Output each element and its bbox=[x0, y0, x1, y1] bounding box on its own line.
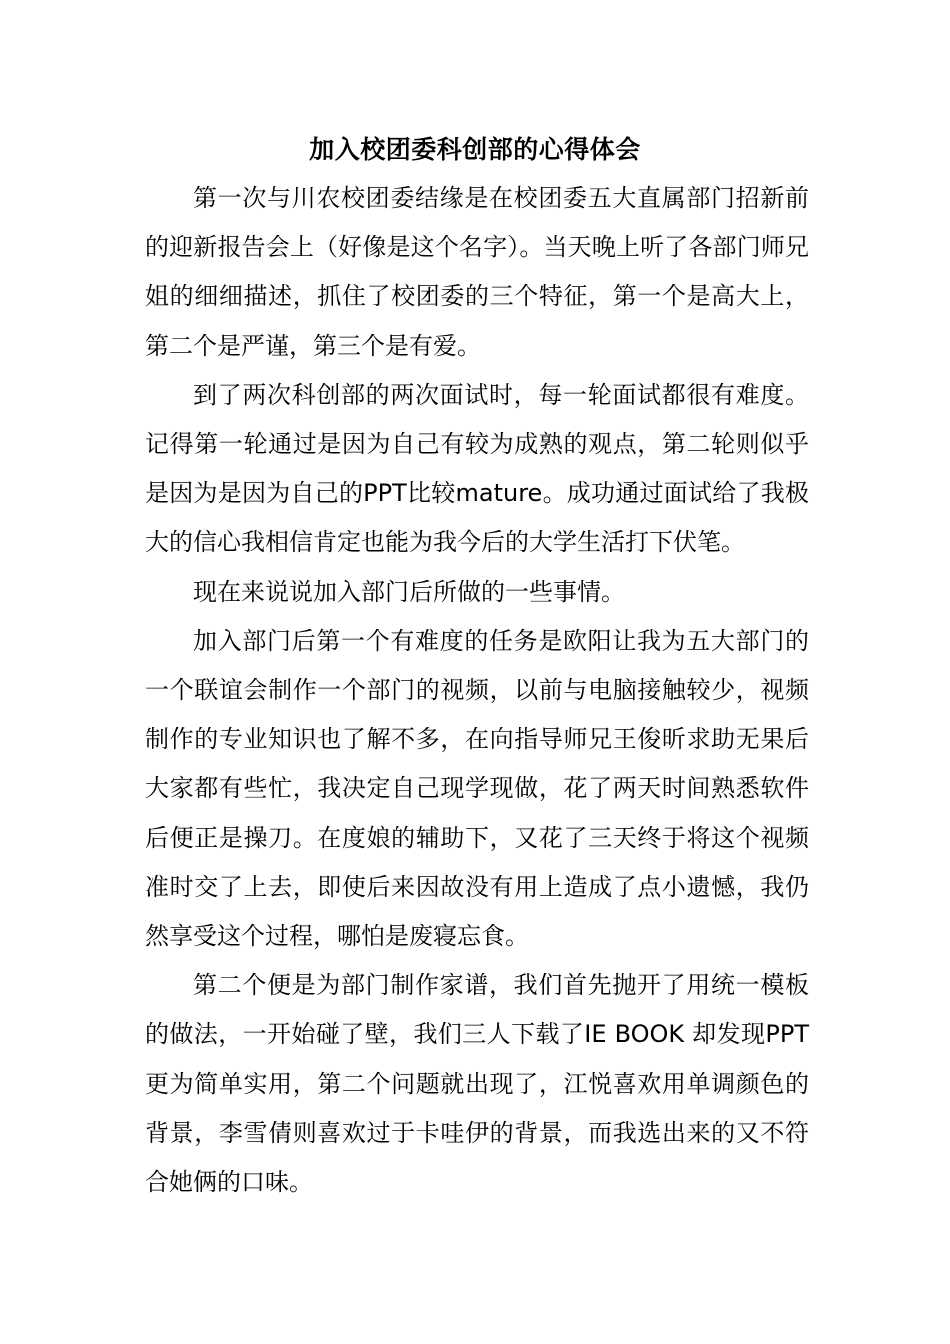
paragraph-1: 第一次与川农校团委结缘是在校团委五大直属部门招新前的迎新报告会上（好像是这个名字）。当天晚上听了各部门师兄姐的细细描述，抓住了校团委的三个特征，第一个是高大上，第二个是严谨，第三个是有爱。 bbox=[145, 184, 809, 360]
paragraph-3: 现在来说说加入部门后所做的一些事情。 bbox=[193, 577, 625, 606]
document-body bbox=[145, 174, 809, 1207]
document-title: 加入校团委科创部的心得体会 bbox=[309, 135, 641, 164]
paragraph-4: 加入部门后第一个有难度的任务是欧阳让我为五大部门的一个联谊会制作一个部门的视频，以前与电脑接触较少，视频制作的专业知识也了解不多，在向指导师兄王俊昕求助无果后大家都有些忙，我决定自己现学现做，花了两天时间熟悉软件后便正是操刀。在度娘的辅助下，又花了三天终于将这个视频准时交了上去，即使后来因故没有用上造成了点小遗憾，我仍然享受这个过程，哪怕是废寝忘食。 bbox=[145, 626, 809, 951]
paragraph-5: 第二个便是为部门制作家谱，我们首先抛开了用统一模板的做法，一开始碰了壁，我们三人下载了IE BOOK 却发现PPT更为简单实用，第二个问题就出现了，江悦喜欢用单调颜色的背景，李雪倩则喜欢过于卡哇伊的背景，而我选出来的又不符合她俩的口味。 bbox=[145, 971, 809, 1197]
paragraph-2: 到了两次科创部的两次面试时，每一轮面试都很有难度。记得第一轮通过是因为自己有较为成熟的观点，第二轮则似乎是因为是因为自己的PPT比较mature。成功通过面试给了我极大的信心我相信肯定也能为我今后的大学生活打下伏笔。 bbox=[145, 380, 809, 557]
